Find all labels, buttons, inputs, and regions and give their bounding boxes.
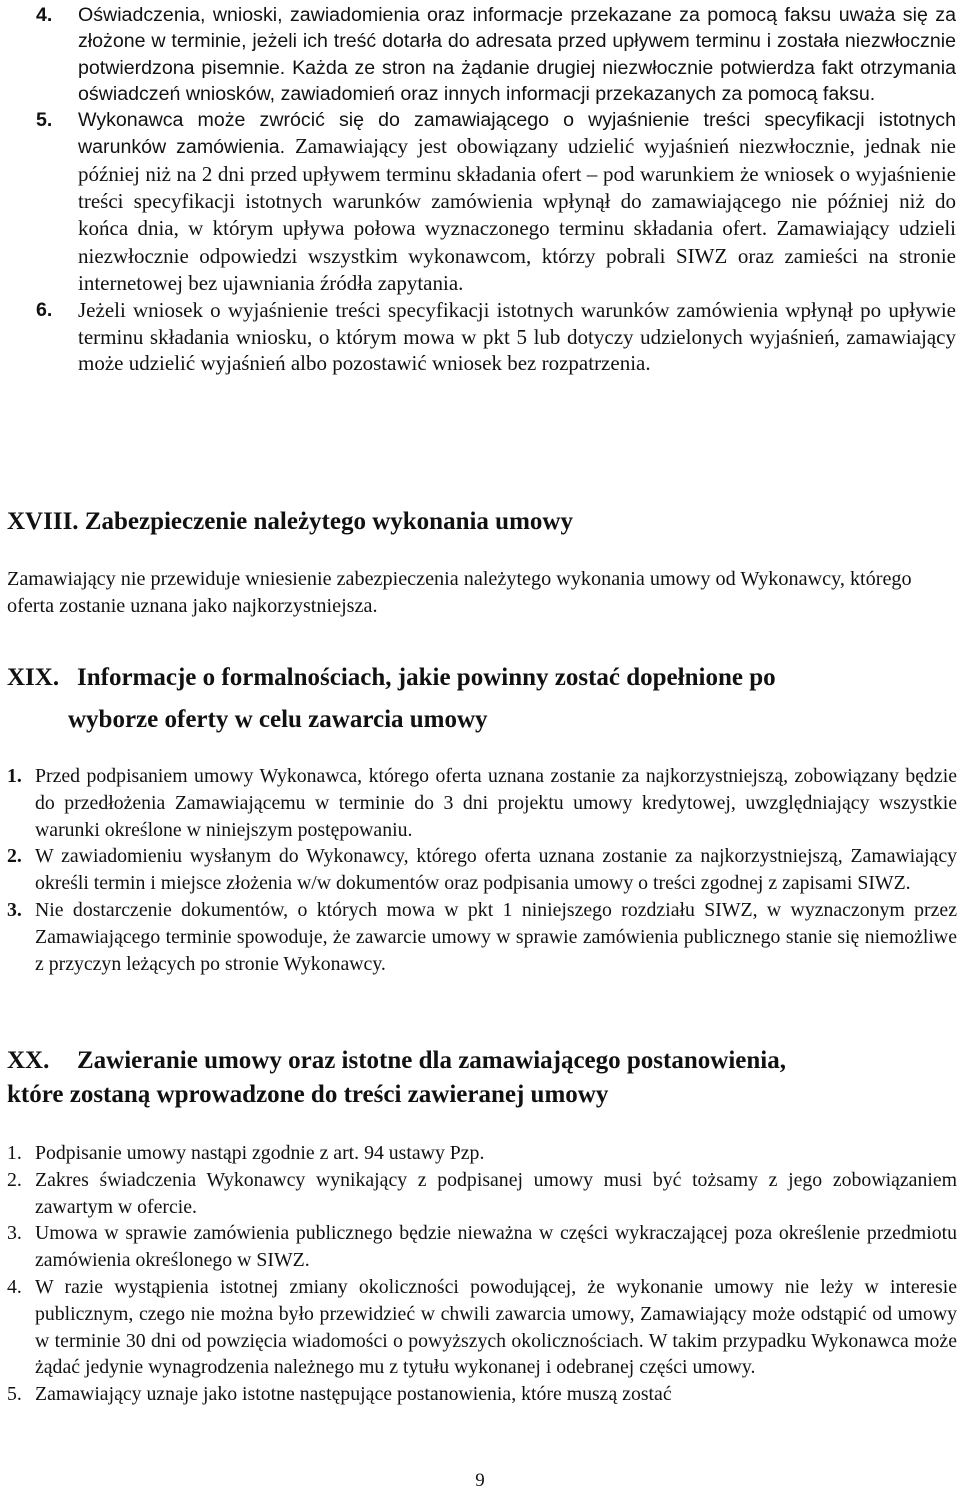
list-text: Jeżeli wniosek o wyjaśnienie treści specyfikacji istotnych warunków zamówienia wpłynął po upływie terminu składania wniosku, o którym mowa w pkt 5 lub dotyczy udzielonych wyjaśnień, zamawiający może udzielić wyjaśnień albo pozostawić wniosek bez rozpatrzenia. xyxy=(78,298,956,375)
list-item-5 xyxy=(28,107,956,297)
section-heading-xviii xyxy=(7,505,573,539)
list-number: 1. xyxy=(7,1142,22,1164)
list-item-4 xyxy=(7,1274,957,1381)
list-text: Podpisanie umowy nastąpi zgodnie z art. 94 ustawy Pzp. xyxy=(35,1142,485,1164)
section-title-line1: Zawieranie umowy oraz istotne dla zamawiającego postanowienia, xyxy=(77,1047,786,1074)
list-text: Nie dostarczenie dokumentów, o których mowa w pkt 1 niniejszego rozdziału SIWZ, w wyznaczonym przez Zamawiającego terminie spowoduje, że zawarcie umowy w sprawie zamówienia publicznego stanie się niemożliwe z przyczyn leżących po stronie Wykonawcy. xyxy=(35,898,957,975)
list-item-3 xyxy=(7,1220,957,1274)
list-number: 2. xyxy=(7,845,22,868)
section-title: Zabezpieczenie należytego wykonania umowy xyxy=(84,508,573,535)
list-number: 6. xyxy=(36,299,53,322)
list-item-2 xyxy=(7,843,957,897)
section-xviii-paragraph: Zamawiający nie przewiduje wniesienie zabezpieczenia należytego wykonania umowy od Wykonawcy, którego oferta zostanie uznana jako najkorzystniejsza. xyxy=(7,568,912,617)
list-number: 4. xyxy=(36,4,53,26)
list-number: 5. xyxy=(7,1383,22,1406)
section-number: XX. xyxy=(7,1047,50,1074)
list-item-6 xyxy=(28,297,956,376)
list-item-1 xyxy=(7,763,957,843)
page-number: 9 xyxy=(475,1470,485,1491)
section-heading-xix xyxy=(7,661,776,695)
section-title-line1: Informacje o formalnościach, jakie powinny zostać dopełnione po xyxy=(77,664,776,691)
section-xx-list xyxy=(7,1140,957,1408)
top-list xyxy=(28,2,956,376)
list-text: Umowa w sprawie zamówienia publicznego będzie nieważna w części wykraczającej poza określenie przedmiotu zamówienia określonego w SIWZ. xyxy=(35,1222,957,1272)
list-text-part-a: Wykonawca może zwrócić się do zamawiającego o wyjaśnienie treści specyfikacji istotnych warunków zamówienia. xyxy=(78,109,956,159)
list-text: Przed podpisaniem umowy Wykonawca, którego oferta uznana zostanie za najkorzystniejszą, zobowiązany będzie do przedłożenia Zamawiającemu w terminie do 3 dni projektu umowy kredytowej, uwzględniający wszystkie warunki określone w niniejszym postępowaniu. xyxy=(35,765,957,841)
section-heading-xx xyxy=(7,1044,786,1078)
list-number: 1. xyxy=(7,765,22,787)
list-text: Oświadczenia, wnioski, zawiadomienia oraz informacje przekazane za pomocą faksu uważa się za złożone w terminie, jeżeli ich treść dotarła do adresata przed upływem terminu i została niezwłocznie potwierdzona pisemnie. Każda ze stron na żądanie drugiej niezwłocznie potwierdza fakt otrzymania oświadczeń wniosków, zawiadomień oraz innych informacji przekazanych za pomocą faksu. xyxy=(78,4,956,105)
list-item-2 xyxy=(7,1167,957,1221)
list-number: 3. xyxy=(7,1222,22,1245)
section-heading-xx-line2: które zostaną wprowadzone do treści zawieranej umowy xyxy=(7,1081,609,1108)
section-number: XIX. xyxy=(7,664,60,691)
list-item-4 xyxy=(28,2,956,107)
list-item-3 xyxy=(7,897,957,977)
list-item-1 xyxy=(7,1140,957,1167)
section-heading-xix-line2: wyborze oferty w celu zawarcia umowy xyxy=(68,706,488,733)
section-xix-list xyxy=(7,763,957,977)
list-text: Zamawiający uznaje jako istotne następujące postanowienia, które muszą zostać xyxy=(35,1383,672,1406)
list-text: Zakres świadczenia Wykonawcy wynikający z podpisanej umowy musi być tożsamy z jego zobowiązaniem zawartym w ofercie. xyxy=(35,1168,957,1218)
list-text: W zawiadomieniu wysłanym do Wykonawcy, którego oferta uznana zostanie za najkorzystniejszą, Zamawiający określi termin i miejsce złożenia w/w dokumentów oraz podpisania umowy o treści zgodnej z zapisami SIWZ. xyxy=(35,845,957,895)
list-number: 2. xyxy=(7,1168,22,1191)
list-text-part-b: Zamawiający jest obowiązany udzielić wyjaśnień niezwłocznie, jednak nie później niż na 2 dni przed upływem terminu składania ofert – pod warunkiem że wniosek o wyjaśnienie treści specyfikacji istotnych warunków zamówienia wpłynął do zamawiającego nie później niż do końca dnia, w którym upływa połowa wyznaczonego terminu składania ofert. Zamawiający udzieli niezwłocznie odpowiedzi wszystkim wykonawcom, którzy pobrali SIWZ oraz zamieści na stronie internetowej bez ujawniania źródła zapytania. xyxy=(78,134,956,295)
list-number: 3. xyxy=(7,898,22,921)
list-number: 5. xyxy=(36,109,53,132)
list-item-5 xyxy=(7,1381,957,1408)
list-text: W razie wystąpienia istotnej zmiany okoliczności powodującej, że wykonanie umowy nie leży w interesie publicznym, czego nie można było przewidzieć w chwili zawarcia umowy, Zamawiający może odstąpić od umowy w terminie 30 dni od powzięcia wiadomości o powyższych okolicznościach. W takim przypadku Wykonawca może żądać jedynie wynagrodzenia należnego mu z tytułu wykonanej i odebranej części umowy. xyxy=(35,1275,957,1379)
section-number: XVIII. xyxy=(7,508,79,535)
list-number: 4. xyxy=(7,1275,22,1298)
